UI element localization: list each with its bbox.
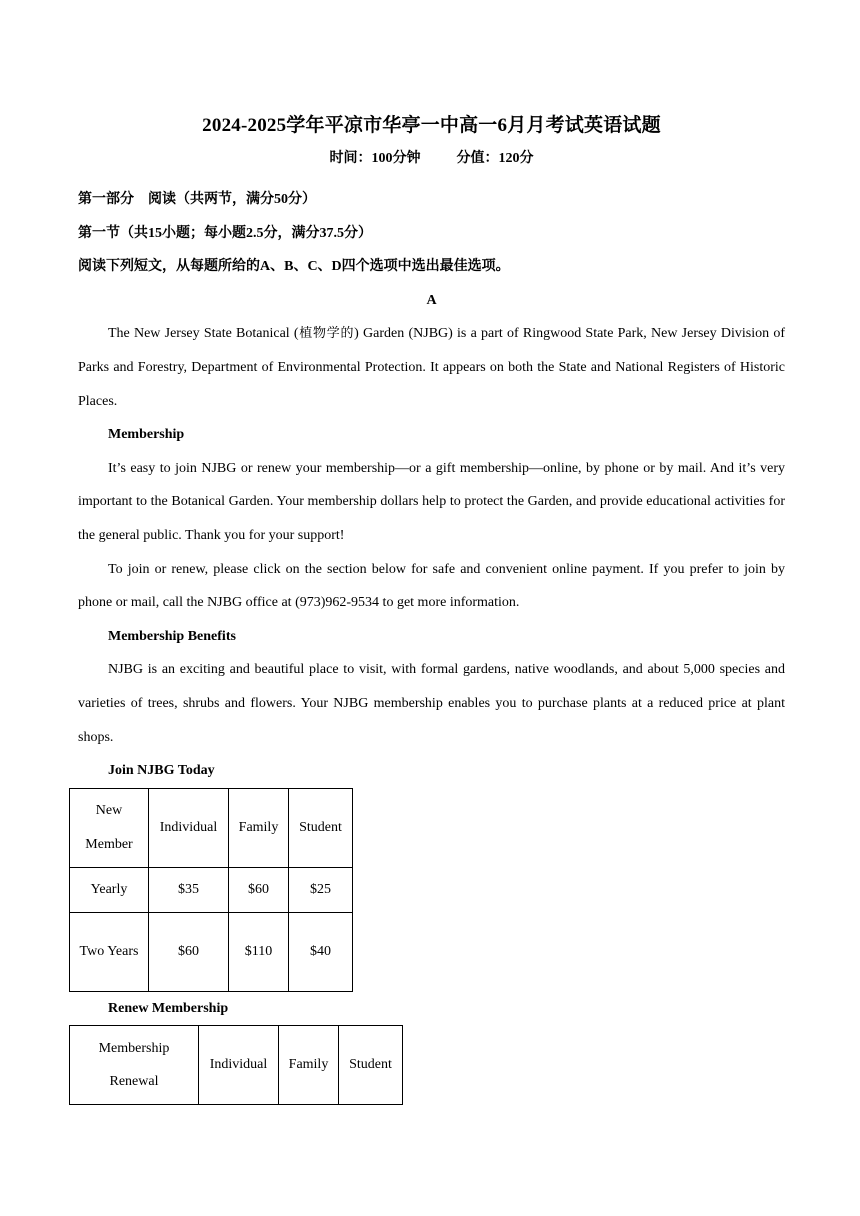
table-cell: $110 xyxy=(229,912,289,991)
table-cell: $60 xyxy=(149,912,229,991)
join-price-table xyxy=(69,788,353,992)
exam-page xyxy=(78,110,785,1105)
membership-paragraph-2: To join or renew, please click on the section below for safe and convenient online payment. If you prefer to join by phone or mail, call the NJBG office at (973)962-9534 to get more information. xyxy=(78,561,785,611)
renew-price-table xyxy=(69,1025,403,1105)
membership-paragraph-1: It’s easy to join NJBG or renew your membership—or a gift membership—online, by phone or by mail. And it’s very important to the Botanical Garden. Your membership dollars help to protect the Garden, and provide educational activities for the general public. Thank you for your support! xyxy=(78,460,785,543)
part-heading: 第一部分 阅读（共两节，满分50分） xyxy=(78,192,316,207)
table-cell: Membership Renewal xyxy=(70,1026,199,1105)
instruction-text: 阅读下列短文，从每题所给的A、B、C、D四个选项中选出最佳选项。 xyxy=(78,259,510,275)
exam-time: 时间：100分钟 xyxy=(329,151,421,166)
table-cell: Individual xyxy=(199,1026,279,1105)
table-cell: $35 xyxy=(149,867,229,912)
table-cell: Family xyxy=(279,1026,339,1105)
exam-meta xyxy=(78,150,785,168)
renew-heading: Renew Membership xyxy=(108,1000,229,1016)
membership-heading: Membership xyxy=(108,427,185,443)
table-cell: Individual xyxy=(149,788,229,867)
exam-score: 分值：120分 xyxy=(456,151,534,166)
benefits-paragraph: NJBG is an exciting and beautiful place to visit, with formal gardens, native woodlands, and about 5,000 species and varieties of trees, shrubs and flowers. Your NJBG membership enables you to purchase plants at a reduced price at plant shops. xyxy=(78,662,785,745)
chinese-gloss: 植物学的 xyxy=(298,326,355,342)
table-cell: $25 xyxy=(289,867,353,912)
table-cell: Student xyxy=(339,1026,403,1105)
table-cell: Two Years xyxy=(70,912,149,991)
passage-letter: A xyxy=(426,292,437,308)
table-cell: $40 xyxy=(289,912,353,991)
table-cell: $60 xyxy=(229,867,289,912)
exam-title: 2024-2025学年平凉市华亭一中高一6月月考试英语试题 xyxy=(202,115,661,136)
table-row xyxy=(70,867,353,912)
table-cell: New Member xyxy=(70,788,149,867)
table-header-row xyxy=(70,1026,403,1105)
section-heading: 第一节（共15小题；每小题2.5分，满分37.5分） xyxy=(78,225,372,241)
table-row xyxy=(70,912,353,991)
table-header-row xyxy=(70,788,353,867)
join-heading: Join NJBG Today xyxy=(108,763,215,779)
table-cell: Student xyxy=(289,788,353,867)
intro-paragraph: The New Jersey State Botanical (植物学的) Garden (NJBG) is a part of Ringwood State Park, New Jersey Division of Parks and Forestry, Department of Environmental Protection. It appears on both the State and National Registers of Historic Places. xyxy=(78,326,785,409)
benefits-heading: Membership Benefits xyxy=(108,628,236,644)
table-cell: Family xyxy=(229,788,289,867)
table-cell: Yearly xyxy=(70,867,149,912)
